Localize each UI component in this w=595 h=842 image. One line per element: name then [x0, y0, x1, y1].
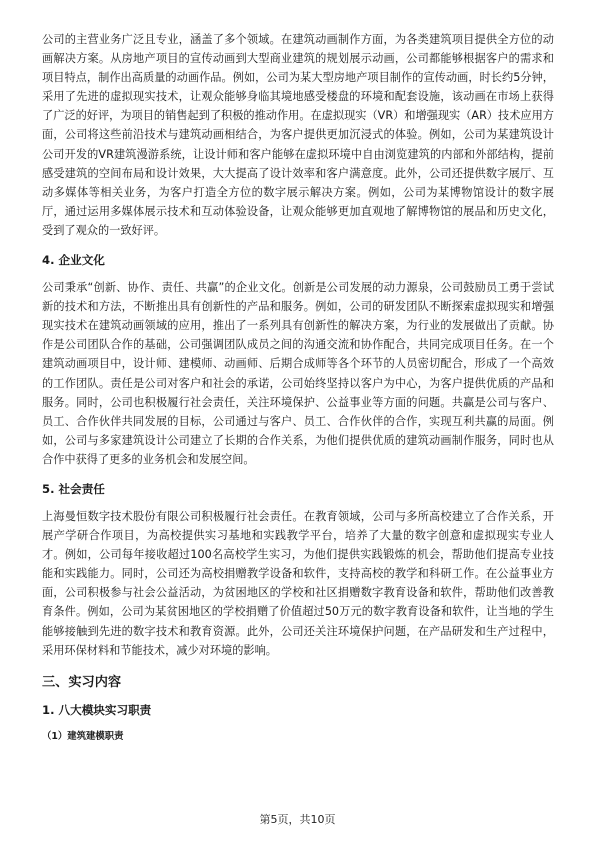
business-paragraph: 公司的主营业务广泛且专业，涵盖了多个领域。在建筑动画制作方面，为各类建筑项目提供全方位的动画解决方案。从房地产项目的宣传动画到大型商业建筑的规划展示动画，公司都能够根据客户的需求和项目特点，制作出高质量的动画作品。例如，公司为某大型房地产项目制作的宣传动画，时长约5分钟，采用了先进的虚拟现实技术，让观众能够身临其境地感受楼盘的环境和配套设施，该动画在市场上获得了广泛的好评，为项目的销售起到了积极的推动作用。在虚拟现实（VR）和增强现实（AR）技术应用方面，公司将这些前沿技术与建筑动画相结合，为客户提供更加沉浸式的体验。例如，公司为某建筑设计公司开发的VR建筑漫游系统，让设计师和客户能够在虚拟环境中自由浏览建筑的内部和外部结构，提前感受建筑的空间布局和设计效果，大大提高了设计效率和客户满意度。此外，公司还提供数字展厅、互动多媒体等相关业务，为客户打造全方位的数字展示解决方案。例如，公司为某博物馆设计的数字展厅，通过运用多媒体展示技术和互动体验设备，让观众能够更加直观地了解博物馆的展品和历史文化，受到了观众的一致好评。	[42, 33, 554, 237]
social-responsibility-heading: 5. 社会责任	[42, 481, 105, 496]
eight-modules-heading: 1. 八大模块实习职责	[42, 702, 152, 717]
culture-paragraph: 公司秉承“创新、协作、责任、共赢”的企业文化。创新是公司发展的动力源泉，公司鼓励员工勇于尝试新的技术和方法，不断推出具有创新性的产品和服务。例如，公司的研发团队不断探索虚拟现实和增强现实技术在建筑动画领域的应用，推出了一系列具有创新性的解决方案，为行业的发展做出了贡献。协作是公司团队合作的基础，公司强调团队成员之间的沟通交流和协作配合，共同完成项目任务。在一个建筑动画项目中，设计师、建模师、动画师、后期合成师等各个环节的人员密切配合，形成了一个高效的工作团队。责任是公司对客户和社会的承诺，公司始终坚持以客户为中心，为客户提供优质的产品和服务。同时，公司也积极履行社会责任，关注环境保护、公益事业等方面的问题。共赢是公司与客户、员工、合作伙伴共同发展的目标，公司通过与客户、员工、合作伙伴的合作，实现互利共赢的局面。例如，公司与多家建筑设计公司建立了长期的合作关系，为他们提供优质的建筑动画制作服务，同时也从合作中获得了更多的业务机会和发展空间。	[42, 281, 554, 466]
page-content	[42, 30, 554, 744]
culture-heading: 4. 企业文化	[42, 253, 105, 268]
internship-content-heading: 三、实习内容	[42, 674, 122, 690]
social-responsibility-paragraph: 上海曼恒数字技术股份有限公司积极履行社会责任。在教育领域，公司与多所高校建立了合作关系，开展产学研合作项目，为高校提供实习基地和实践教学平台，培养了大量的数字创意和虚拟现实专业人才。例如，公司每年接收超过100名高校学生实习，为他们提供实践锻炼的机会，帮助他们提高专业技能和实践能力。同时，公司还为高校捐赠教学设备和软件，支持高校的教学和科研工作。在公益事业方面，公司积极参与社会公益活动，为贫困地区的学校和社区捐赠数字教育设备和软件，帮助他们改善教育条件。例如，公司为某贫困地区的学校捐赠了价值超过50万元的数字教育设备和软件，让当地的学生能够接触到先进的数字技术和教育资源。此外，公司还关注环境保护问题，在产品研发和生产过程中，采用环保材料和节能技术，减少对环境的影响。	[42, 509, 554, 657]
building-modeling-heading: （1）建筑建模职责	[42, 730, 124, 742]
page-footer: 第5页，共10页	[259, 813, 336, 826]
